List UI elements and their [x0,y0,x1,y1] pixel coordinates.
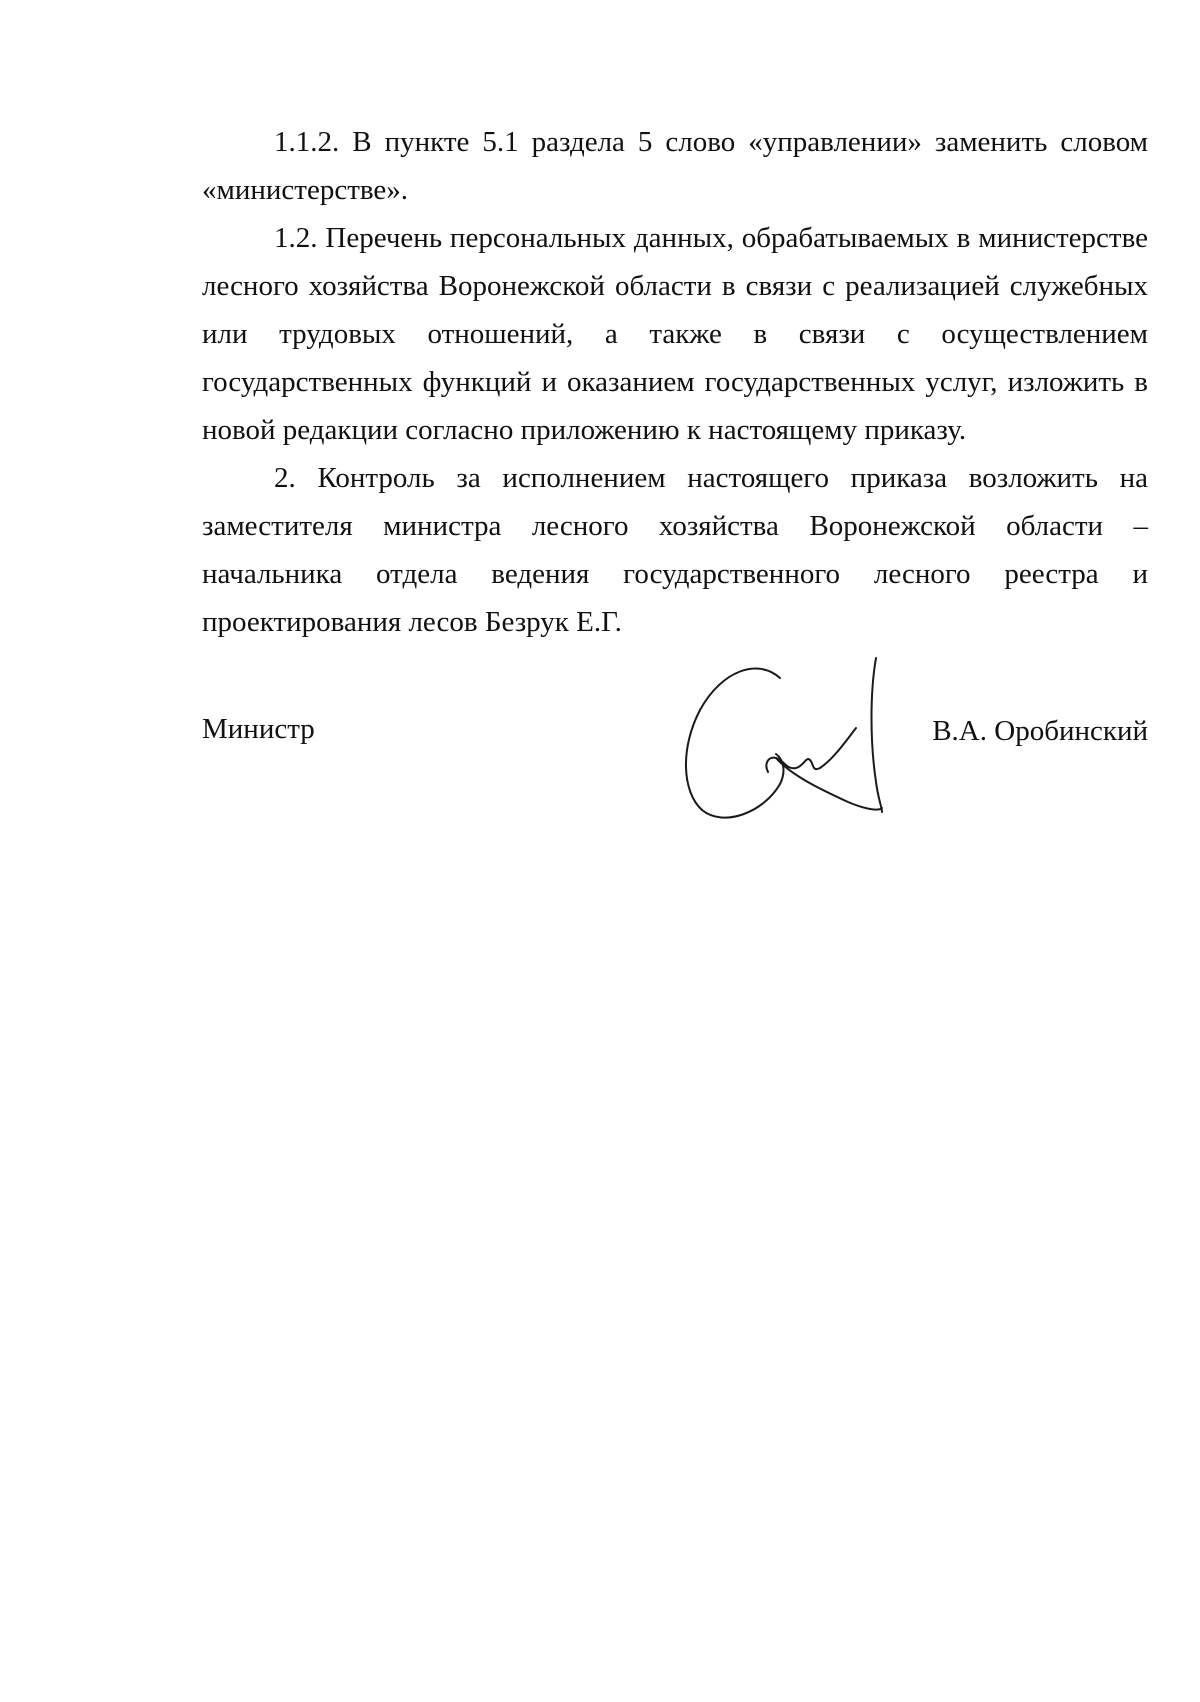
signature-block [202,705,1148,765]
signatory-title: Министр [202,713,315,745]
signatory-name: В.А. Оробинский [932,715,1148,747]
paragraph-1-1-2: 1.1.2. В пункте 5.1 раздела 5 слово «управлении» заменить словом «министерстве». [202,126,1148,206]
document-body [202,118,1148,646]
paragraph-2: 2. Контроль за исполнением настоящего приказа возложить на заместителя министра лесного хозяйства Воронежской области – начальника отдела ведения государственного лесного реестра и проектирования лесов Безрук Е.Г. [202,462,1148,638]
paragraph-1-2: 1.2. Перечень персональных данных, обрабатываемых в министерстве лесного хозяйства Воронежской области в связи с реализацией служебных или трудовых отношений, а также в связи с осуществлением государственных функций и оказанием государственных услуг, изложить в новой редакции согласно приложению к настоящему приказу. [202,222,1148,446]
